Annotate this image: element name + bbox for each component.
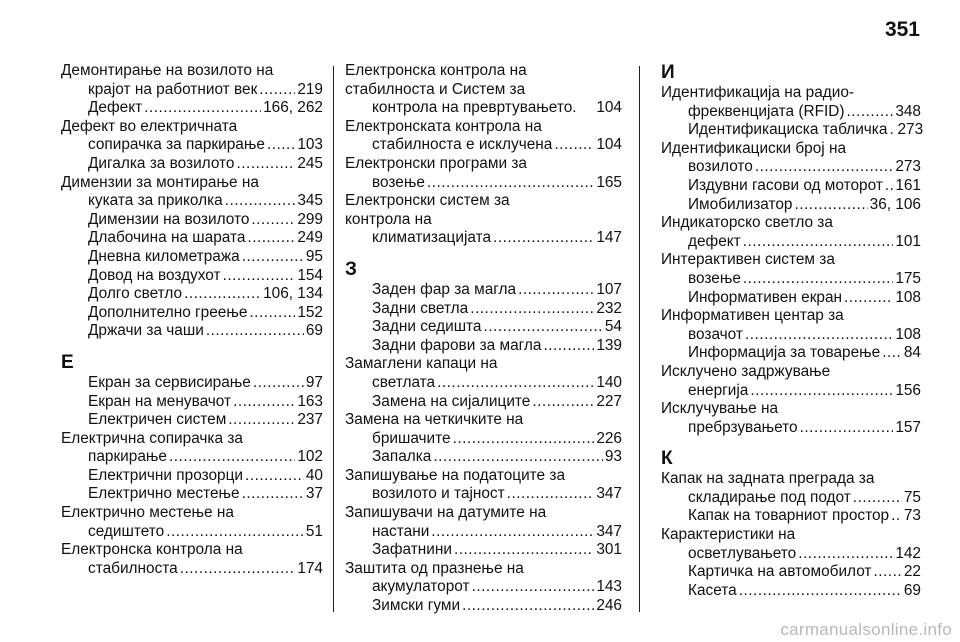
dot-leader	[518, 281, 594, 300]
index-entry-text: Идентификациска табличка	[688, 121, 888, 139]
index-entry-text: Електрична сопирачка за	[61, 429, 243, 447]
index-entry	[345, 118, 622, 155]
index-entry-text: Електрични прозорци	[88, 466, 244, 484]
index-page-ref: 84	[903, 344, 921, 362]
index-entry-text: Интерактивен систем за	[661, 251, 835, 269]
index-page-ref: 37	[305, 485, 323, 503]
index-page-ref: 299	[297, 210, 323, 228]
index-entry-text: светлата	[372, 373, 436, 391]
dot-leader	[223, 267, 296, 286]
index-page-ref: 108	[895, 288, 921, 306]
index-entry-text: Долго светло	[88, 285, 183, 303]
index-entry-text: акумулаторот	[372, 578, 470, 596]
index-entry-text: Имобилизатор	[688, 195, 793, 213]
dot-leader	[543, 337, 594, 356]
index-entry-text: Дневна километража	[88, 247, 240, 265]
dot-leader	[206, 322, 304, 341]
index-entry-text: Екран за сервисирање	[88, 373, 251, 391]
index-page-ref: 232	[596, 299, 622, 317]
index-entry-text: Касета	[688, 581, 737, 599]
index-entry-text: Заден фар за магла	[372, 280, 517, 298]
dot-leader	[472, 578, 595, 597]
index-entry	[345, 393, 622, 412]
dot-leader	[743, 270, 893, 289]
dot-leader	[166, 523, 304, 542]
index-entry	[61, 248, 323, 267]
index-entry-text: контрола на	[345, 210, 432, 228]
dot-leader	[755, 158, 893, 177]
index-entry	[61, 304, 323, 323]
dot-leader	[233, 393, 295, 412]
index-entry	[61, 322, 323, 341]
index-entry	[61, 504, 323, 541]
index-entry	[661, 400, 921, 437]
index-entry-text: стабилноста е исклучена	[372, 136, 553, 154]
index-entry-text: Електрично местење на	[61, 504, 234, 522]
index-entry-text: Електронска контрола на	[61, 541, 243, 559]
index-entry-text: Демонтирање на возилото на	[61, 62, 274, 79]
index-page-ref: 237	[297, 411, 323, 429]
dot-leader	[470, 300, 594, 319]
index-page-ref: 166, 262	[263, 99, 323, 117]
index-entry	[661, 289, 921, 308]
dot-leader	[242, 485, 304, 504]
index-entry-text: Држачи за чаши	[88, 322, 204, 340]
dot-leader	[800, 419, 894, 438]
index-entry	[345, 337, 622, 356]
index-entry-text: фреквенцијата (RFID)	[688, 102, 845, 120]
index-entry-text: Димензии на возилото	[88, 210, 250, 228]
dot-leader	[844, 289, 893, 308]
dot-leader	[554, 136, 594, 155]
index-entry-text: Задни фарови за магла	[372, 336, 542, 354]
index-page-ref: 273	[895, 158, 921, 176]
index-entry	[61, 485, 323, 504]
index-entry-text: Картичка на автомобилот	[688, 563, 872, 581]
dot-leader	[433, 448, 603, 467]
index-page-ref: 107	[596, 280, 622, 298]
index-page-ref: 95	[305, 247, 323, 265]
index-page-ref: 227	[596, 392, 622, 410]
index-entry	[661, 507, 921, 526]
index-page-ref: 140	[596, 373, 622, 391]
index-entry	[345, 355, 622, 392]
dot-leader	[507, 485, 595, 504]
index-page-ref: 219	[297, 80, 323, 98]
dot-leader	[885, 177, 893, 196]
index-page-ref: 347	[596, 522, 622, 540]
index-entry-text: Електричен систем	[88, 411, 227, 429]
dot-leader	[873, 563, 901, 582]
index-page-ref: 143	[596, 578, 622, 596]
index-entry-text: возење	[688, 269, 741, 287]
index-entry	[661, 121, 924, 140]
index-entry	[345, 411, 622, 448]
dot-leader	[253, 374, 304, 393]
index-page-ref: 51	[305, 522, 323, 540]
index-entry-text: Заштита од празнење на	[345, 559, 524, 577]
index-page-ref: 97	[305, 373, 323, 391]
index-entry	[345, 192, 622, 248]
index-entry	[661, 214, 921, 251]
index-page-ref: 175	[895, 269, 921, 287]
dot-leader	[237, 155, 296, 174]
index-entry-text: Зафатнини	[372, 541, 452, 559]
index-entry	[661, 344, 921, 363]
index-entry-text: Димензии за монтирање на	[61, 173, 259, 191]
index-page-ref: 142	[895, 544, 921, 562]
index-entry-text: Задни седишта	[372, 318, 482, 336]
dot-leader	[249, 304, 295, 323]
index-entry	[61, 541, 323, 578]
index-page-ref: 163	[297, 392, 323, 410]
index-page-ref: 102	[297, 448, 323, 466]
column-divider	[333, 66, 334, 612]
index-entry	[61, 285, 323, 304]
dot-leader	[794, 196, 867, 215]
dot-leader	[225, 192, 296, 211]
index-entry-text: Довод на воздухот	[88, 266, 221, 284]
index-entry-text: Електронски програми за	[345, 154, 527, 172]
index-page-ref: 106, 134	[263, 285, 323, 303]
dot-leader	[431, 523, 594, 542]
index-entry-text: Капак на задната преграда за	[661, 470, 875, 488]
column-divider	[639, 66, 640, 612]
index-page-ref: 165	[596, 173, 622, 191]
index-entry-text: Зимски гуми	[372, 597, 461, 615]
index-entry	[61, 267, 323, 286]
dot-leader	[798, 545, 893, 564]
index-page-ref: 93	[604, 448, 622, 466]
index-entry-text: бришачите	[372, 429, 451, 447]
dot-leader	[493, 229, 594, 248]
index-entry-text: Замена на сијалиците	[372, 392, 531, 410]
index-entry	[345, 448, 622, 467]
dot-leader	[267, 136, 295, 155]
page-number: 351	[884, 18, 920, 41]
index-entry	[61, 393, 323, 412]
dot-leader	[462, 597, 594, 616]
index-entry	[61, 62, 323, 99]
index-page-ref: 245	[297, 154, 323, 172]
index-entry	[345, 541, 622, 560]
index-entry	[345, 560, 622, 597]
index-page-ref: 69	[305, 322, 323, 340]
index-entry	[61, 118, 323, 155]
index-entry-text: Електронската контрола на	[345, 117, 542, 135]
index-entry-text: Информативен екран	[688, 288, 843, 306]
index-entry-text: возачот	[688, 325, 743, 343]
index-page-ref: 347	[596, 485, 622, 503]
index-entry-text: Исклучено задржување	[661, 362, 831, 380]
index-entry-text: дефект	[688, 232, 741, 250]
index-entry-text: Замена на четкичките на	[345, 411, 524, 429]
index-entry-text: складирање под подот	[688, 488, 851, 506]
index-entry	[345, 467, 622, 504]
index-page-ref: 226	[596, 429, 622, 447]
dot-leader	[184, 285, 261, 304]
index-entry-text: Идентификациски број на	[661, 139, 847, 157]
dot-leader	[484, 318, 603, 337]
index-page-ref: 301	[596, 541, 622, 559]
index-section-letter: Е	[61, 351, 74, 373]
dot-leader	[251, 211, 295, 230]
index-entry-text: Дополнително греење	[88, 303, 248, 321]
index-entry	[661, 307, 921, 344]
index-entry	[661, 563, 921, 582]
dot-leader	[259, 81, 295, 100]
index-page-ref: 108	[895, 325, 921, 343]
index-column-2	[345, 62, 622, 615]
index-page-ref: 101	[895, 232, 921, 250]
index-entry-text: енергија	[688, 381, 749, 399]
index-entry-text: пребрзувањето	[688, 418, 798, 436]
index-entry-text: возилото и тајност	[372, 485, 505, 503]
index-page-ref: 154	[297, 266, 323, 284]
index-entry-text: Дигалка за возилото	[88, 154, 235, 172]
index-entry-text: настани	[372, 522, 430, 540]
index-entry-text: Информативен центар за	[661, 307, 844, 325]
dot-leader	[228, 411, 295, 430]
index-entry-text: Издувни гасови од моторот	[688, 176, 883, 194]
index-entry-text: контрола на превртувањето.	[372, 99, 577, 117]
index-page-ref: 103	[297, 136, 323, 154]
index-entry	[661, 140, 921, 177]
index-entry	[61, 467, 323, 486]
dot-leader	[242, 248, 304, 267]
index-page-ref: 22	[903, 563, 921, 581]
index-entry	[61, 229, 323, 248]
index-entry	[345, 62, 622, 118]
index-entry	[345, 300, 622, 319]
index-page-ref: 69	[903, 581, 921, 599]
index-entry	[661, 84, 921, 121]
dot-leader	[454, 541, 594, 560]
index-page-ref: 161	[895, 176, 921, 194]
index-section-letter: З	[345, 258, 357, 280]
index-entry-text: Замаглени капаци на	[345, 355, 498, 373]
index-entry-text: Длабочина на шарата	[88, 229, 246, 247]
index-entry-text: Екран на менувачот	[88, 392, 232, 410]
index-entry	[345, 281, 622, 300]
index-entry-text: Капак на товарниот простор	[688, 507, 890, 525]
dot-leader	[889, 121, 895, 140]
dot-leader	[739, 582, 902, 601]
index-entry-text: Исклучување на	[661, 400, 779, 418]
dot-leader	[745, 326, 893, 345]
dot-leader	[180, 560, 296, 579]
index-page-ref: 104	[596, 99, 622, 117]
index-entry	[345, 597, 622, 616]
index-entry-text: стабилноста	[88, 559, 178, 577]
index-page-ref: 273	[897, 121, 924, 139]
dot-leader	[891, 507, 902, 526]
dot-leader	[853, 489, 902, 508]
index-entry	[661, 251, 921, 288]
index-entry-text: возилото	[688, 158, 753, 176]
dot-leader	[437, 374, 594, 393]
index-entry	[345, 318, 622, 337]
index-entry-text: осветлувањето	[688, 544, 797, 562]
index-entry	[61, 411, 323, 430]
dot-leader	[743, 233, 894, 252]
index-entry-text: Дефект во електричната	[61, 117, 238, 135]
index-column-3	[661, 62, 924, 612]
index-page-ref: 174	[297, 559, 323, 577]
index-entry	[345, 155, 622, 192]
index-entry-text: Запалка	[372, 448, 432, 466]
index-column-1	[61, 62, 323, 612]
index-page-ref: 73	[903, 507, 921, 525]
index-entry-text: паркирање	[88, 448, 167, 466]
dot-leader	[247, 229, 295, 248]
index-entry-text: Запишувачи на датумите на	[345, 504, 547, 522]
index-page-ref: 156	[895, 381, 921, 399]
index-entry-text: Задни светла	[372, 299, 469, 317]
index-entry	[61, 374, 323, 393]
dot-leader	[427, 174, 594, 193]
index-entry-text: Електронска контрола на	[345, 62, 527, 79]
dot-leader	[532, 393, 594, 412]
index-entry-text: Дефект	[88, 99, 143, 117]
index-page-ref: 345	[297, 192, 323, 210]
dot-leader	[847, 103, 894, 122]
dot-leader	[245, 467, 304, 486]
index-page-ref: 75	[903, 488, 921, 506]
index-entry	[61, 211, 323, 230]
index-page-ref: 152	[297, 303, 323, 321]
index-page-ref: 36, 106	[869, 195, 921, 213]
index-entry-text: крајот на работниот век	[88, 80, 258, 98]
index-entry	[661, 196, 921, 215]
index-page-ref: 104	[596, 136, 622, 154]
dot-leader	[169, 448, 295, 467]
index-entry	[661, 582, 921, 601]
index-entry-text: климатизацијата	[372, 229, 492, 247]
index-entry-text: сопирачка за паркирање	[88, 136, 265, 154]
index-entry	[61, 155, 323, 174]
index-entry-text: куката за приколка	[88, 192, 223, 210]
watermark: carmanualsonline.info	[780, 620, 952, 639]
index-page-ref: 147	[596, 229, 622, 247]
index-entry-text: Електрично местење	[88, 485, 240, 503]
index-entry-text: возење	[372, 173, 425, 191]
index-page-ref: 246	[596, 597, 622, 615]
index-entry-text: седиштето	[88, 522, 165, 540]
dot-leader	[882, 344, 902, 363]
index-entry-text: Идентификација на радио-	[661, 84, 855, 101]
index-entry-text: стабилноста и Систем за	[345, 80, 526, 98]
index-entry	[661, 177, 921, 196]
index-entry-text: Електронски систем за	[345, 192, 510, 210]
index-entry	[661, 363, 921, 400]
index-page-ref: 348	[895, 102, 921, 120]
dot-leader	[453, 430, 595, 449]
index-entry	[61, 174, 323, 211]
dot-leader	[750, 382, 893, 401]
index-entry	[61, 430, 323, 467]
index-entry	[661, 526, 921, 563]
index-page-ref: 249	[297, 229, 323, 247]
index-page-ref: 40	[305, 466, 323, 484]
index-page-ref: 54	[604, 318, 622, 336]
index-entry	[345, 504, 622, 541]
index-entry-text: Информација за товарење	[688, 344, 881, 362]
index-page-ref: 157	[895, 418, 921, 436]
index-section-letter: И	[661, 62, 675, 83]
index-section-letter: К	[661, 448, 673, 470]
index-page-ref: 139	[596, 336, 622, 354]
dot-leader	[144, 99, 261, 118]
index-entry	[61, 99, 323, 118]
index-entry	[661, 470, 921, 507]
index-entry-text: Индикаторско светло за	[661, 214, 833, 232]
index-entry-text: Запишување на податоците за	[345, 466, 565, 484]
index-entry-text: Карактеристики на	[661, 526, 796, 544]
